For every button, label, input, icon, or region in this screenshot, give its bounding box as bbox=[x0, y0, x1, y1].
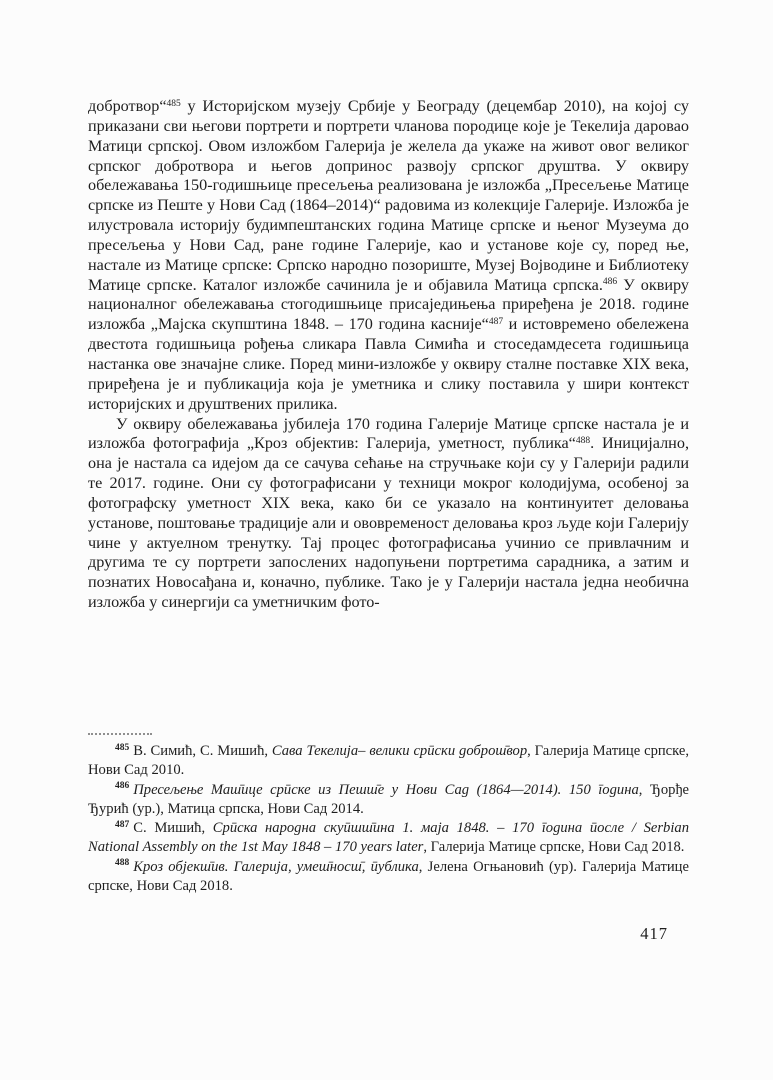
footnote-text: С. Мишић, Срūска народна скуūшш̄ина 1. маја 1848. – 170 īодина ūосле / Serbian National Assembly on the 1st May 1848 – 170 years later, Галерија Матице српске, Нови Сад 2018. bbox=[88, 820, 689, 856]
footnote-marker: 486 bbox=[115, 781, 130, 792]
footnote-marker: 485 bbox=[115, 742, 130, 753]
italic-title: Сава Текелија– велики срūски доброш̄вор bbox=[271, 743, 528, 759]
paragraph: добротвор“$^{485}$ у Историјском музеју Србије у Београду (децембар 2010), на којој су приказани сви његови портрети и портрети чланова породице које је Текелија даровао Матици српској. Овом изложбом Галерија је желела да укаже на живот овог великог српског добротвора и његов допринос развоју српског друштва. У оквиру обележавања 150-годишњице пресељења реализована је изложба „Пресељење Матице српске из Пеште у Нови Сад (1864–2014)“ радовима из колекције Галерије. Изложба је илустровала историју будимпештанских година Матице српске и њеног Музеума до пресељења у Нови Сад, ране године Галерије, као и установе које су, поред ње, настале из Матице српске: Српско народно позориште, Музеј Војводине и Библиотеку Матице српске. Каталог изложбе сачинила је и објавила Матица српска.$^{486}$ У оквиру националног обележавања стогодишњице присаједињења приређена је 2018. године изложба „Мајска скупштина 1848. – 170 година касније“$^{487}$ и истовремено обележена двестота годишњица рођења сликара Павла Симића и стоседамдесета годишњица настанка ове значајне слике. Поред мини-изложбе у оквиру сталне поставке XIX века, приређена је и публикација која је уметника и слику поставила у шири контекст историјских и друштвених прилика. bbox=[88, 97, 689, 413]
footnote-marker: 487 bbox=[115, 819, 130, 830]
italic-title: Пресељење Маш̄ице срūске из Пешш̄е у Нови Сад (1864—2014). 150 īодина bbox=[133, 781, 639, 798]
paragraph: У оквиру обележавања јубилеја 170 година Галерије Матице српске настала је и изложба фотографија „Кроз објектив: Галерија, уметност, публика“$^{488}$. Иницијално, она је настала са идејом да се сачува сећање на стручњаке који су у Галерији радили те 2017. године. Они су фотографисани у техници мокрог колодијума, особеној за фотографску уметност XIX века, како би се указало на континуитет деловања установе, поштовање традиције али и ововременост деловања кроз људе који Галерију чине у актуелном тренутку. Тај процес фотографисања учинио се привлачним и другима те су портрети запослених надопуњени портретима сарадника, а затим и познатих Новосађана и, коначно, публике. Тако је у Галерији настала једна необична изложба у синергији са уметничким фото- bbox=[88, 414, 689, 612]
footnote-text: В. Симић, С. Мишић, Сава Текелија– велики срūски доброш̄вор, Галерија Матице српске, Нови Сад 2010. bbox=[88, 743, 690, 779]
italic-title: Срūска народна скуūшш̄ина 1. маја 1848. – 170 īодина ūосле / Serbian National Assembly on the 1st May 1848 – 170 years later bbox=[88, 820, 689, 856]
footnote bbox=[88, 742, 689, 781]
footnotes bbox=[88, 742, 689, 896]
footnote-ref: 485 bbox=[166, 98, 181, 109]
footnote bbox=[88, 781, 689, 820]
footnote-text: Кроз објекш̄ив. Галерија, умеш̄носш̄, ūублика, Јелена Огњановић (ур). Галерија Матице српске, Нови Сад 2018. bbox=[88, 858, 689, 894]
footnotes-separator bbox=[88, 733, 152, 735]
page-number: 417 bbox=[640, 924, 668, 943]
footnote-ref: 486 bbox=[602, 277, 618, 288]
body-text bbox=[88, 97, 689, 613]
footnote-marker: 488 bbox=[115, 858, 130, 869]
footnote-ref: 488 bbox=[575, 436, 591, 447]
footnote bbox=[88, 858, 689, 897]
footnote bbox=[88, 819, 689, 858]
footnote-text: Пресељење Маш̄ице срūске из Пешш̄е у Нови Сад (1864—2014). 150 īодина, Ђорђе Ђурић (ур.), Матица српска, Нови Сад 2014. bbox=[88, 781, 690, 817]
italic-title: Кроз објекш̄ив. Галерија, умеш̄носш̄, ūублика bbox=[133, 858, 419, 875]
footnote-ref: 487 bbox=[488, 317, 504, 328]
